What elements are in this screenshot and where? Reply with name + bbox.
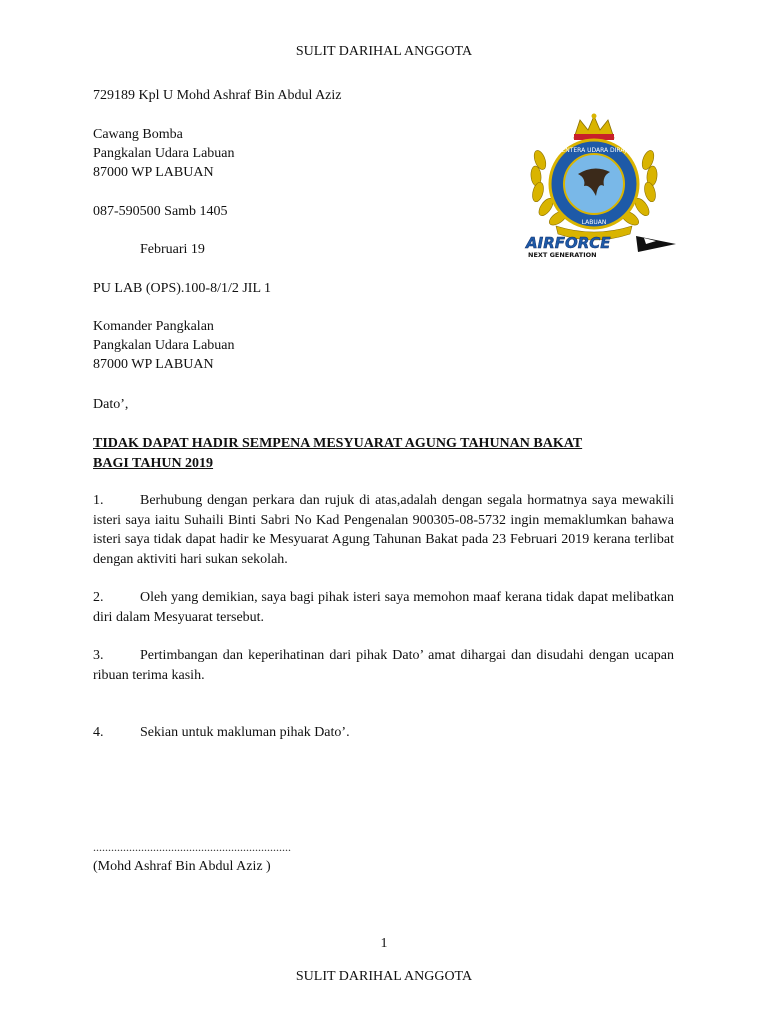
paragraph-number: 3. (93, 648, 104, 663)
recipient-base: Pangkalan Udara Labuan (93, 338, 235, 353)
signature-line: .................................................................. (93, 840, 291, 854)
subject-line-2: BAGI TAHUN 2019 (93, 456, 214, 471)
header-classification: SULIT DARIHAL ANGGOTA (295, 44, 473, 59)
paragraph-text: Berhubung dengan perkara dan rujuk di atas,adalah dengan segala hormatnya saya mewakili isteri saya iaitu Suhaili Binti Sabri No Kad Pengenalan 900305-08-5732 ingin memaklumkan bahawa isteri saya tidak dapat hadir ke Mesyuarat Agung Tahunan Bakat pada 23 Februari 2019 kerana terlibat dengan aktiviti hari sukan sekolah. (93, 493, 674, 567)
sender-id-line: 729189 Kpl U Mohd Ashraf Bin Abdul Aziz (93, 88, 342, 103)
letter-date: Februari 19 (140, 242, 205, 257)
reference-number: PU LAB (OPS).100-8/1/2 JIL 1 (93, 281, 271, 296)
paragraph-text: Pertimbangan dan keperihatinan dari pihak Dato’ amat dihargai dan disudahi dengan ucapan ribuan terima kasih. (93, 648, 674, 683)
subject-line-1: TIDAK DAPAT HADIR SEMPENA MESYUARAT AGUNG TAHUNAN BAKAT (93, 436, 583, 451)
airforce-crest-logo (518, 112, 688, 262)
recipient-postcode: 87000 WP LABUAN (93, 357, 214, 372)
sender-base: Pangkalan Udara Labuan (93, 146, 235, 161)
footer-classification: SULIT DARIHAL ANGGOTA (295, 969, 473, 984)
paragraph-3 (93, 646, 674, 685)
paragraph-number: 1. (93, 493, 104, 508)
svg-text:TENTERA UDARA DIRAJA: TENTERA UDARA DIRAJA (557, 147, 631, 154)
paragraph-4 (93, 723, 674, 743)
signature-name: (Mohd Ashraf Bin Abdul Aziz ) (93, 859, 271, 874)
sender-unit: Cawang Bomba (93, 127, 183, 142)
sender-phone: 087-590500 Samb 1405 (93, 204, 228, 219)
paragraph-text: Oleh yang demikian, saya bagi pihak isteri saya memohon maaf kerana tidak dapat melibatkan diri dalam Mesyuarat tersebut. (93, 590, 674, 625)
svg-text:NEXT GENERATION: NEXT GENERATION (528, 251, 597, 259)
salutation: Dato’, (93, 397, 129, 412)
paragraph-number: 4. (93, 725, 104, 740)
paragraph-number: 2. (93, 590, 104, 605)
subject-heading (93, 434, 653, 474)
page-number: 1 (380, 936, 388, 951)
paragraph-2 (93, 588, 674, 627)
paragraph-1 (93, 491, 674, 569)
recipient-title: Komander Pangkalan (93, 319, 214, 334)
sender-postcode: 87000 WP LABUAN (93, 165, 214, 180)
svg-text:LABUAN: LABUAN (581, 219, 607, 226)
paragraph-text: Sekian untuk makluman pihak Dato’. (140, 725, 350, 740)
svg-text:AIRFORCE: AIRFORCE (526, 234, 611, 252)
